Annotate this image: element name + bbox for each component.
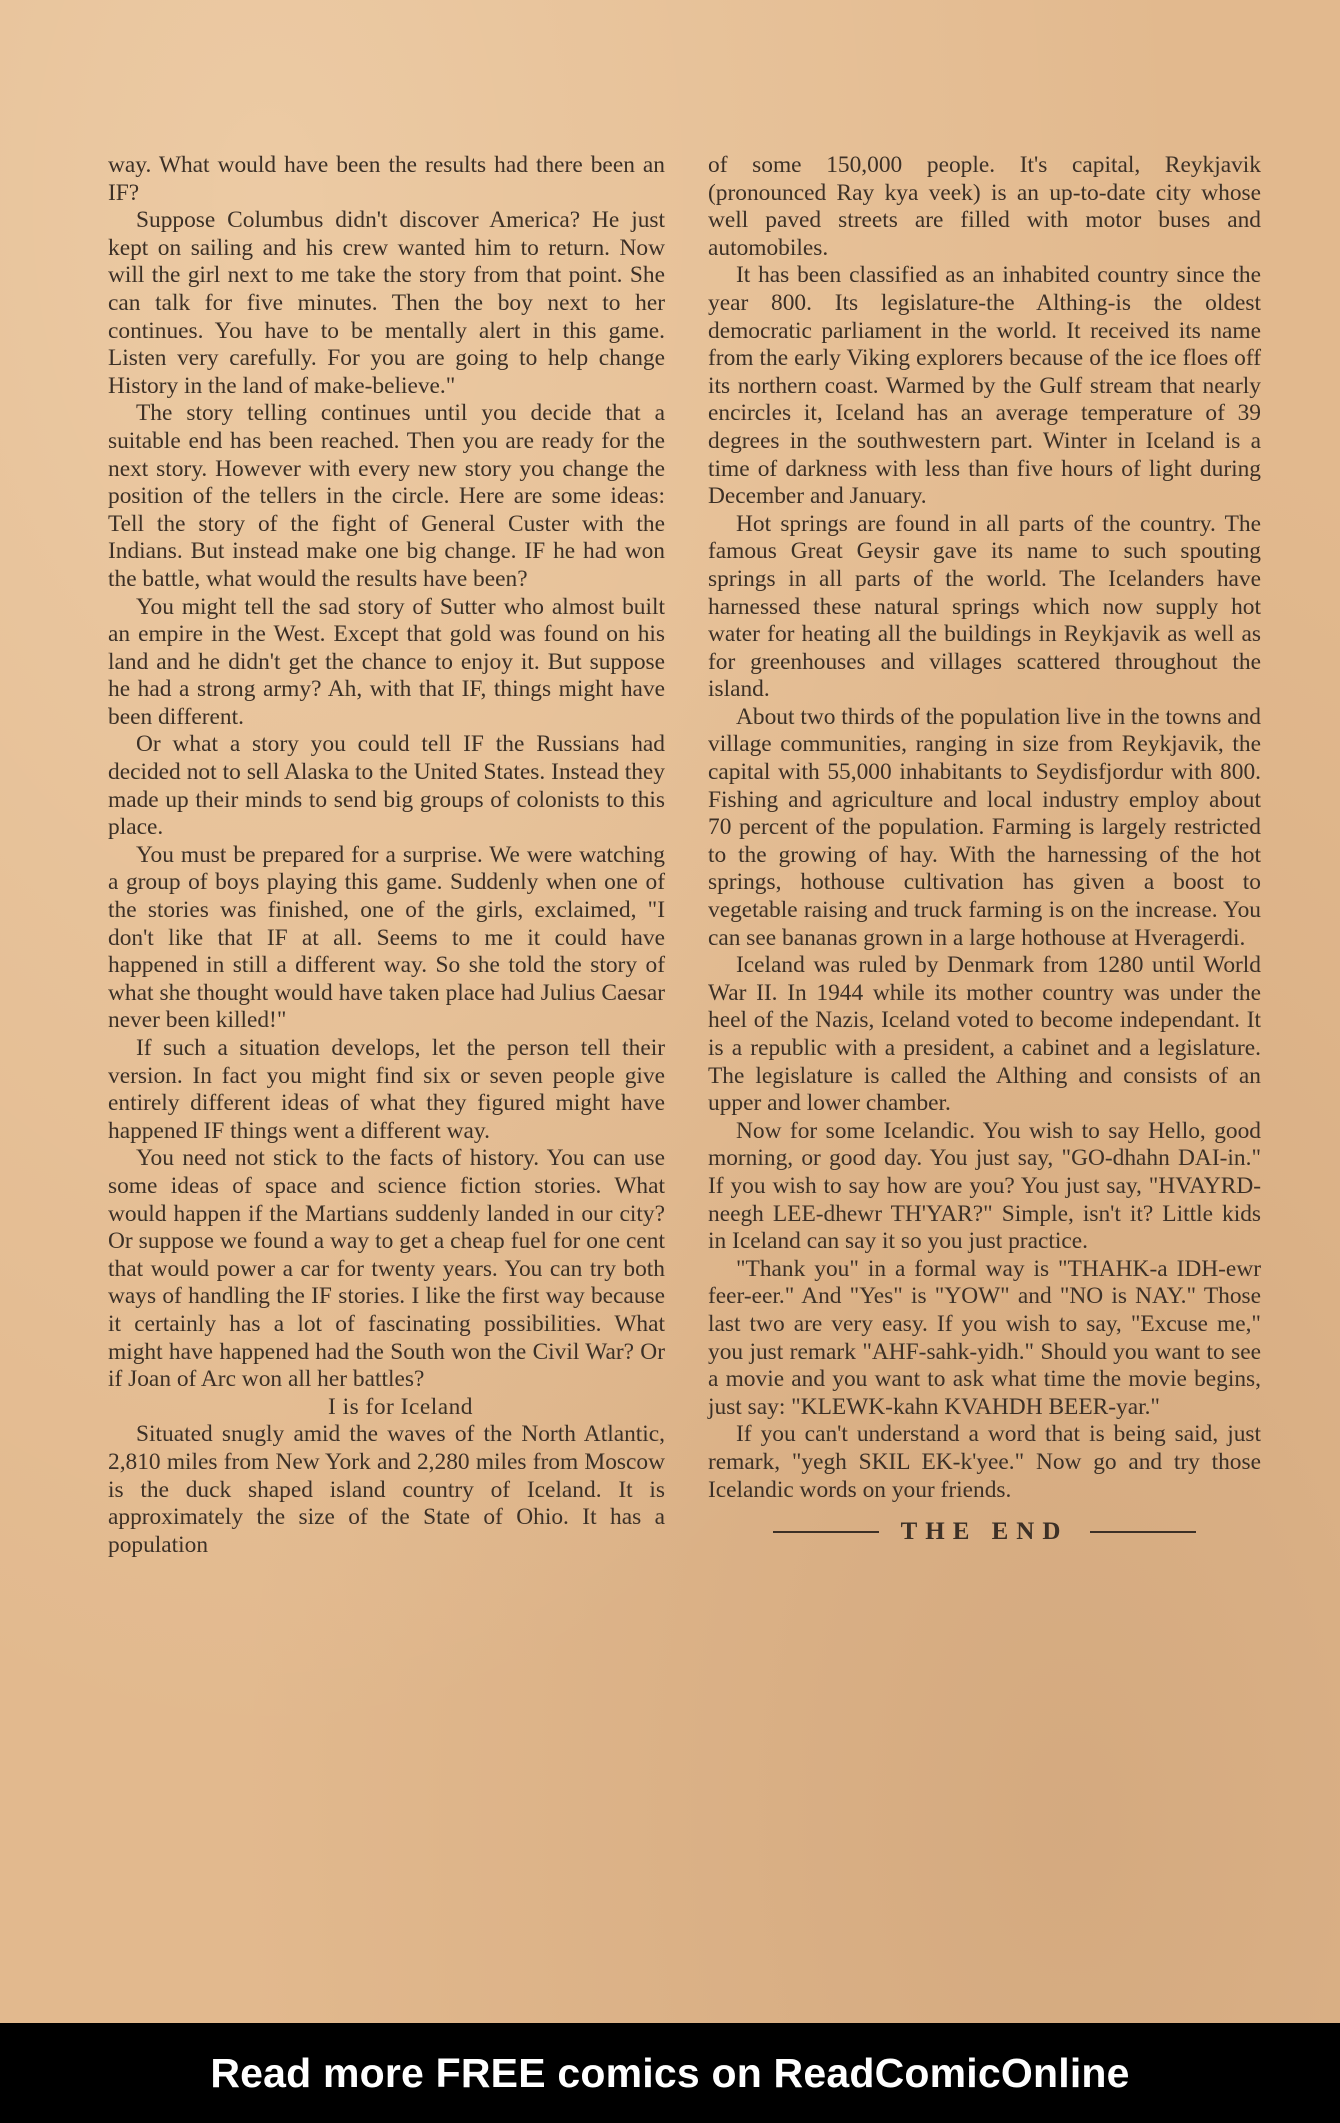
paragraph: of some 150,000 people. It's capital, Reykjavik (pronounced Ray kya veek) is an up-to-date city whose well paved streets are filled with motor buses and automobiles. [708,152,1261,261]
paragraph: "Thank you" in a formal way is "THAHK-a IDH-ewr feer-eer." And "Yes" is "YOW" and "NO is NAY." Those last two are very easy. If you wish to say, "Excuse me," you just remark "AHF-sahk-yidh." Should you want to see a movie and you want to ask what time the movie begins, just say: "KLEWK-kahn KVAHDH BEER-yar." [708,1255,1261,1420]
paragraph: You must be prepared for a surprise. We were watching a group of boys playing this game. Suddenly when one of the stories was finished, one of the girls, exclaimed, "I don't like that IF at all. Seems to me it could have happened in still a different way. So she told the story of what she thought would have taken place had Julius Caesar never been killed!" [108,841,665,1034]
the-end-marker [708,1518,1261,1546]
paragraph: Iceland was ruled by Denmark from 1280 until World War II. In 1944 while its mother country was under the heel of the Nazis, Iceland voted to become independant. It is a republic with a president, a cabinet and a legislature. The legislature is called the Althing and consists of an upper and lower chamber. [708,952,1261,1117]
paragraph: Or what a story you could tell IF the Russians had decided not to sell Alaska to the United States. Instead they made up their minds to send big groups of colonists to this place. [108,731,665,841]
site-banner[interactable] [0,2023,1340,2123]
site-banner-text[interactable]: Read more FREE comics on ReadComicOnline [210,2049,1130,2096]
divider-left [773,1531,879,1533]
left-text-column [108,152,665,1559]
section-heading: I is for Iceland [327,1393,474,1420]
divider-right [1090,1531,1196,1533]
paragraph: The story telling continues until you decide that a suitable end has been reached. Then you are ready for the next story. However with every new story you change the position of the tellers in the circle. Here are some ideas: Tell the story of the fight of General Custer with the Indians. But instead make one big change. IF he had won the battle, what would the results have been? [108,400,665,592]
right-text-column [708,152,1261,1546]
paragraph: Suppose Columbus didn't discover America? He just kept on sailing and his crew wanted him to return. Now will the girl next to me take the story from that point. She can talk for five minutes. Then the boy next to her continues. You have to be mentally alert in this game. Listen very carefully. For you are going to help change History in the land of make-believe." [108,207,665,399]
paragraph: Hot springs are found in all parts of the country. The famous Great Geysir gave its name to such spouting springs in all parts of the world. The Icelanders have harnessed these natural springs which now supply hot water for heating all the buildings in Reykjavik as well as for greenhouses and villages scattered throughout the island. [708,510,1261,703]
paragraph: Situated snugly amid the waves of the North Atlantic, 2,810 miles from New York and 2,280 miles from Moscow is the duck shaped island country of Iceland. It is approximately the size of the State of Ohio. It has a population [108,1421,665,1558]
the-end-label: THE END [900,1518,1069,1546]
paragraph: It has been classified as an inhabited country since the year 800. Its legislature-the Althing-is the oldest democratic parliament in the world. It received its name from the early Viking explorers because of the ice floes off its northern coast. Warmed by the Gulf stream that nearly encircles it, Iceland has an average temperature of 39 degrees in the southwestern part. Winter in Iceland is a time of darkness with less than five hours of light during December and January. [708,262,1261,510]
paragraph: way. What would have been the results had there been an IF? [108,152,665,206]
paragraph: Now for some Icelandic. You wish to say Hello, good morning, or good day. You just say, "GO-dhahn DAI-in." If you wish to say how are you? You just say, "HVAYRD-neegh LEE-dhewr TH'YAR?" Simple, isn't it? Little kids in Iceland can say it so you just practice. [708,1117,1261,1255]
paragraph: You need not stick to the facts of history. You can use some ideas of space and science fiction stories. What would happen if the Martians suddenly landed in our city? Or suppose we found a way to get a cheap fuel for one cent that would power a car for twenty years. You can try both ways of handling the IF stories. I like the first way because it certainly has a lot of fascinating possibilities. What might have happened had the South won the Civil War? Or if Joan of Arc won all her battles? [108,1145,665,1393]
paragraph: If you can't understand a word that is being said, just remark, "yegh SKIL EK-k'yee." Now go and try those Icelandic words on your friends. [708,1421,1261,1503]
paragraph: You might tell the sad story of Sutter who almost built an empire in the West. Except that gold was found on his land and he didn't get the chance to enjoy it. But suppose he had a strong army? Ah, with that IF, things might have been different. [108,593,665,730]
paragraph: If such a situation develops, let the person tell their version. In fact you might find six or seven people give entirely different ideas of what they figured might have happened IF things went a different way. [108,1035,665,1144]
paragraph: About two thirds of the population live in the towns and village communities, ranging in size from Reykjavik, the capital with 55,000 inhabitants to Seydisfjordur with 800. Fishing and agriculture and local industry employ about 70 percent of the population. Farming is largely restricted to the growing of hay. With the harnessing of the hot springs, hothouse cultivation has given a boost to vegetable raising and truck farming is on the increase. You can see bananas grown in a large hothouse at Hveragerdi. [708,703,1261,951]
